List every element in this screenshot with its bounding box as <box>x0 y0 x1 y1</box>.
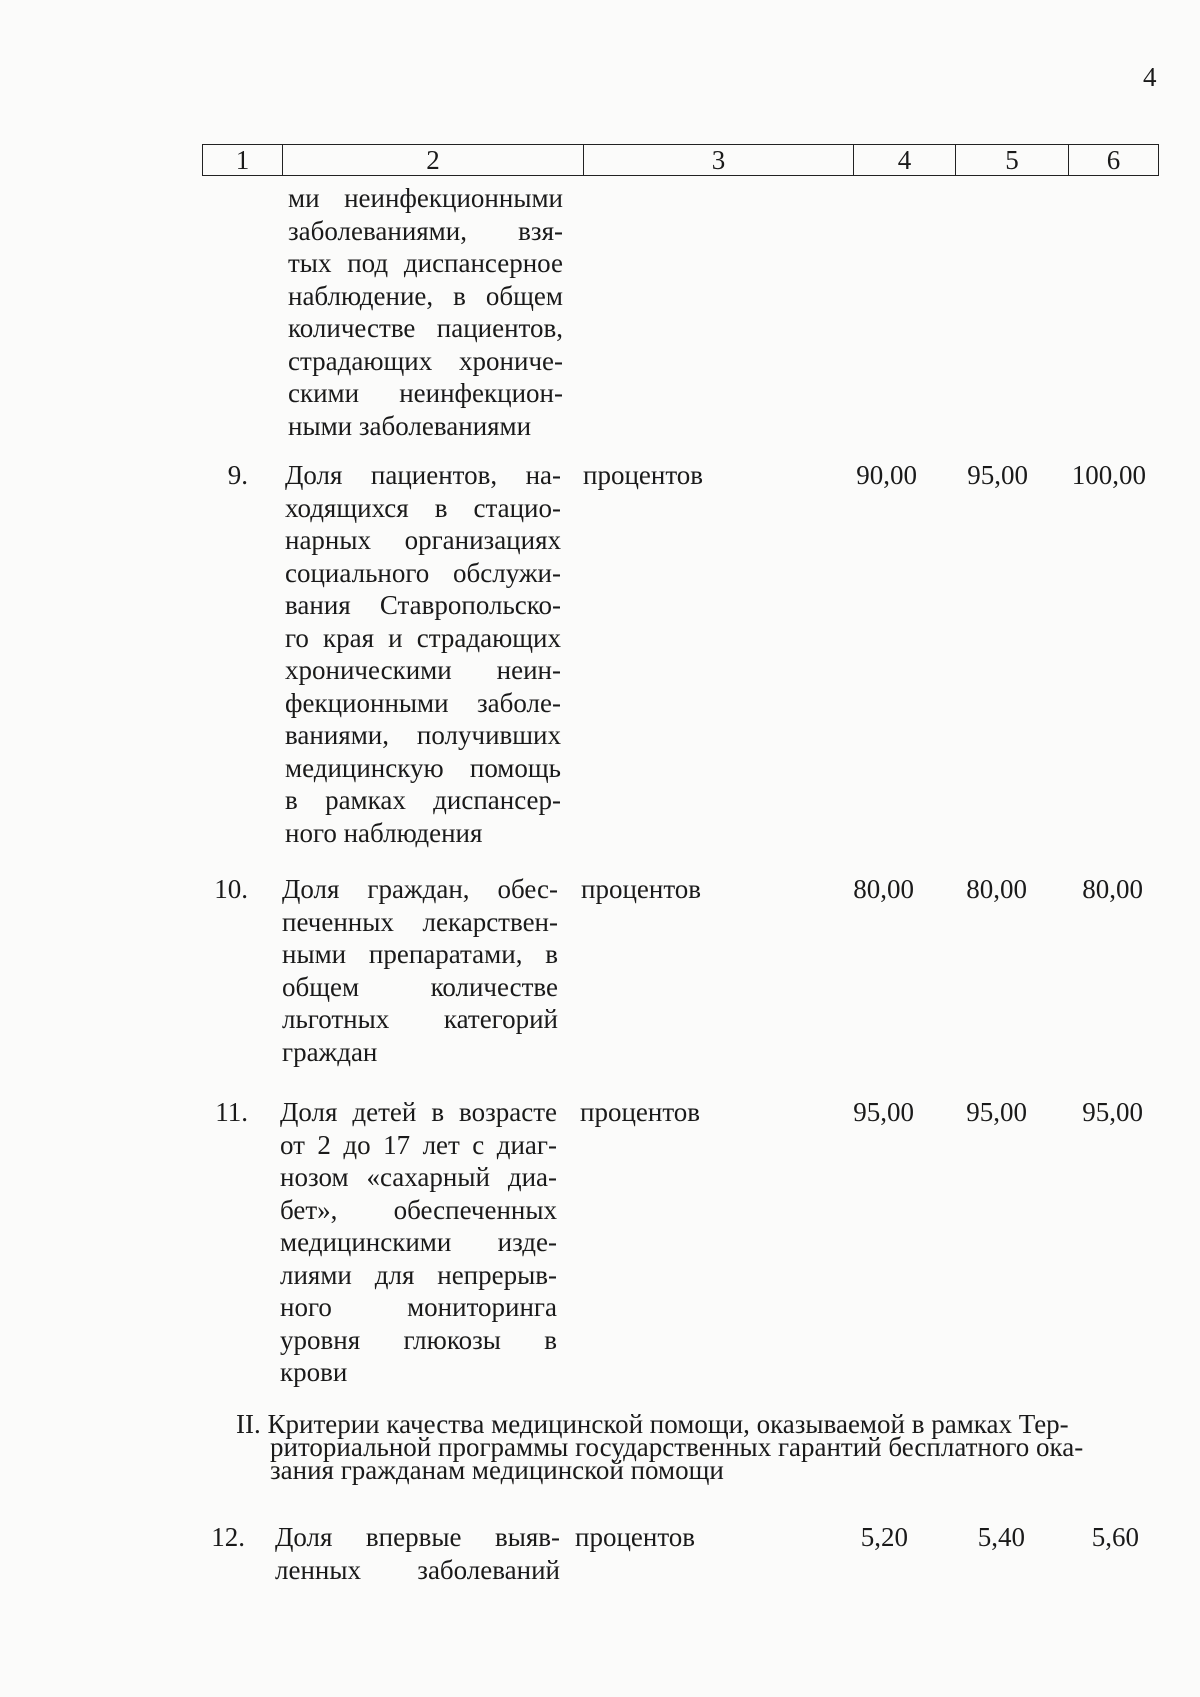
description-line: ными препаратами, в <box>282 939 558 969</box>
description-line: страдающих хрониче- <box>288 345 563 376</box>
description-line: крови <box>280 1357 348 1387</box>
value-col-5: 80,00 <box>966 874 1027 904</box>
description-line: тых под диспансерное <box>288 248 563 278</box>
description-line: медицинскую помощь <box>285 752 561 783</box>
value-col-5: 95,00 <box>966 1097 1027 1127</box>
value-col-6: 95,00 <box>1082 1097 1143 1127</box>
description-line: ного наблюдения <box>285 817 483 848</box>
description-line: хроническими неин- <box>285 655 561 685</box>
column-header-table <box>202 144 1159 176</box>
description-line: граждан <box>282 1036 378 1067</box>
description-line: уровня глюкозы в <box>280 1324 557 1355</box>
description-line: льготных категорий <box>282 1004 558 1034</box>
section-heading <box>236 1409 1141 1485</box>
description-line: го края и страдающих <box>285 622 561 653</box>
description-line: ходящихся в стацио- <box>285 492 561 523</box>
description-line: заболеваниями, взя- <box>288 215 563 246</box>
row-number: 11. <box>215 1097 248 1127</box>
description-line: скими неинфекцион- <box>288 378 563 408</box>
description-line: печенных лекарствен- <box>282 906 558 937</box>
value-col-4: 5,20 <box>860 1522 908 1552</box>
value-col-6: 100,00 <box>1071 460 1146 490</box>
description-line: медицинскими изде- <box>280 1227 557 1257</box>
unit-cell: процентов <box>583 460 704 490</box>
row-number: 9. <box>227 460 248 490</box>
description-line: Доля впервые выяв- <box>275 1522 560 1552</box>
unit-cell: процентов <box>575 1522 696 1552</box>
description-line: количестве пациентов, <box>288 313 563 343</box>
description-line: ваниями, получивших <box>285 720 561 750</box>
page-number: 4 <box>1143 62 1157 92</box>
description-line: общем количестве <box>282 971 558 1002</box>
description-line: Доля пациентов, на- <box>285 460 561 490</box>
value-col-4: 90,00 <box>856 460 917 490</box>
column-header-4: 4 <box>854 145 956 176</box>
column-header-1: 1 <box>203 145 283 176</box>
column-header-3: 3 <box>584 145 854 176</box>
description-line: Доля граждан, обес- <box>282 874 558 904</box>
value-col-6: 80,00 <box>1082 874 1143 904</box>
description-line: нарных организациях <box>285 525 561 555</box>
description-line: социального обслужи- <box>285 557 561 588</box>
description-line: фекционными заболе- <box>285 687 561 718</box>
description-line: лиями для непрерыв- <box>280 1259 557 1290</box>
continuation-description <box>288 182 563 442</box>
value-col-5: 95,00 <box>967 460 1028 490</box>
description-line: вания Ставропольско- <box>285 590 561 620</box>
row-description <box>282 873 558 1068</box>
row-number: 12. <box>211 1522 245 1552</box>
column-header-6: 6 <box>1069 145 1159 176</box>
description-line: ми неинфекционными <box>288 183 563 213</box>
section-heading-line: зания гражданам медицинской помощи <box>270 1455 724 1485</box>
description-line: Доля детей в возрасте <box>280 1097 557 1127</box>
unit-cell: процентов <box>581 874 702 904</box>
row-description <box>280 1096 557 1389</box>
section-heading-line: риториальной программы государственных гарантий бесплатного ока- <box>270 1432 1084 1462</box>
description-line: ленных заболеваний <box>275 1554 560 1585</box>
description-line: от 2 до 17 лет с диаг- <box>280 1129 557 1160</box>
section-heading-line: II. Критерии качества медицинской помощи, оказываемой в рамках Тер- <box>236 1409 1069 1439</box>
description-line: нозом «сахарный диа- <box>280 1162 557 1192</box>
description-line: бет», обеспеченных <box>280 1194 557 1225</box>
description-line: ного мониторинга <box>280 1292 557 1322</box>
value-col-4: 80,00 <box>853 874 914 904</box>
row-number: 10. <box>214 874 248 904</box>
row-description <box>275 1521 560 1586</box>
description-line: в рамках диспансер- <box>285 785 561 815</box>
description-line: ными заболеваниями <box>288 410 532 441</box>
column-header-2: 2 <box>283 145 584 176</box>
description-line: наблюдение, в общем <box>288 280 563 311</box>
column-header-5: 5 <box>956 145 1069 176</box>
value-col-6: 5,60 <box>1091 1522 1139 1552</box>
value-col-4: 95,00 <box>853 1097 914 1127</box>
value-col-5: 5,40 <box>977 1522 1025 1552</box>
unit-cell: процентов <box>580 1097 701 1127</box>
row-description <box>285 459 561 849</box>
